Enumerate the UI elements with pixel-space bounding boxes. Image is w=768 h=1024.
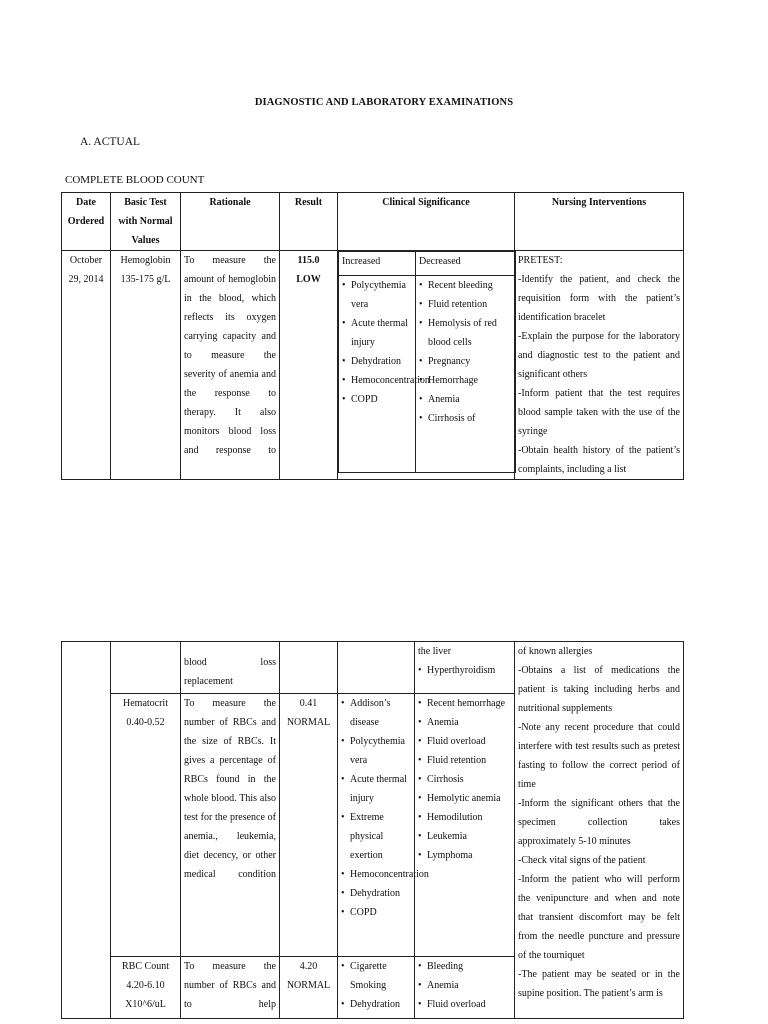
table-row bbox=[62, 251, 684, 480]
date-ordered-cell bbox=[62, 642, 111, 1019]
nursing-line: -Note any recent procedure that could interfere with test results such as pretest fasting to follow the correct period of time bbox=[518, 722, 680, 790]
basic-test-cell bbox=[111, 251, 181, 480]
nursing-line: of known allergies bbox=[518, 646, 593, 657]
list-item: • Bleeding bbox=[418, 957, 511, 976]
list-item: • Hemodilution bbox=[418, 808, 511, 827]
result-value: 4.20 bbox=[299, 961, 318, 972]
list-item: • COPD bbox=[341, 903, 411, 922]
result-value: 0.41 bbox=[299, 698, 318, 709]
list-item: • Recent hemorrhage bbox=[418, 694, 511, 713]
section-heading: A. ACTUAL bbox=[80, 136, 141, 148]
normal-range: 0.40-0.52 bbox=[126, 717, 165, 728]
decreased-cell bbox=[415, 694, 515, 957]
result-flag: NORMAL bbox=[286, 717, 331, 728]
nursing-line: -Explain the purpose for the laboratory and diagnostic test to the patient and significant others bbox=[518, 331, 680, 380]
cbc-table-page2 bbox=[61, 641, 684, 1019]
list-item: • Anemia bbox=[419, 390, 512, 409]
decreased-list bbox=[419, 276, 512, 428]
decreased-continuation: the liver • Hyperthyroidism bbox=[415, 642, 515, 694]
header-basic-test: Basic Test with Normal Values bbox=[111, 193, 181, 251]
list-item: • Cirrhosis of bbox=[419, 409, 512, 428]
decreased-list bbox=[418, 694, 511, 865]
list-item: • Polycythemia vera bbox=[342, 276, 412, 314]
list-item: • Hemolytic anemia bbox=[418, 789, 511, 808]
normal-range: 4.20-6.10 bbox=[126, 980, 165, 991]
table-subheading: COMPLETE BLOOD COUNT bbox=[65, 174, 205, 186]
nursing-line: -Check vital signs of the patient bbox=[518, 855, 646, 866]
decreased-cell bbox=[415, 957, 515, 1019]
nursing-line: -Inform the significant others that the specimen collection takes approximately 5-10 minutes bbox=[518, 798, 680, 847]
result-flag: NORMAL bbox=[286, 980, 331, 991]
list-item: • Anemia bbox=[418, 976, 511, 995]
normal-range: 135-175 g/L bbox=[120, 274, 171, 285]
basic-test-cell bbox=[111, 694, 181, 957]
test-name: Hematocrit bbox=[123, 698, 168, 709]
nursing-line: -Obtain health history of the patient’s complaints, including a list bbox=[518, 445, 680, 475]
list-item: • Acute thermal injury bbox=[342, 314, 412, 352]
increased-list bbox=[341, 957, 411, 1014]
test-name: RBC Count bbox=[122, 961, 169, 972]
list-item: • Extreme physical exertion bbox=[341, 808, 411, 865]
header-nursing-interventions: Nursing Interventions bbox=[515, 193, 684, 251]
increased-list bbox=[342, 276, 430, 409]
decreased-list bbox=[418, 957, 511, 1014]
list-item: • Fluid overload bbox=[418, 732, 511, 751]
nursing-line: -Obtains a list of medications the patient is taking including herbs and nutritional supplements bbox=[518, 665, 680, 714]
clinical-significance-cell bbox=[338, 251, 515, 480]
nursing-line: -Inform the patient who will perform the venipuncture and when and note that transient discomfort may be felt from the needle puncture and pressure of the tourniquet bbox=[518, 874, 680, 961]
nursing-interventions-cell bbox=[515, 642, 684, 1019]
table-row bbox=[62, 642, 684, 694]
list-item: • Hemorrhage bbox=[419, 371, 512, 390]
list-item: • Acute thermal injury bbox=[341, 770, 411, 808]
cbc-table-page1 bbox=[61, 192, 684, 480]
list-item: • Fluid retention bbox=[419, 295, 512, 314]
list-item: • Leukemia bbox=[418, 827, 511, 846]
list-item: • Hemoconcentration bbox=[341, 865, 411, 884]
list-item: • Dehydration bbox=[342, 352, 412, 371]
header-date-ordered: Date Ordered bbox=[62, 193, 111, 251]
rationale-cell: To measure the amount of hemoglobin in the blood, which reflects its oxygen carrying capacity and to measure the severity of anemia and the response to therapy. It also monitors blood loss and response to bbox=[181, 251, 280, 480]
header-rationale: Rationale bbox=[181, 193, 280, 251]
list-item: • Dehydration bbox=[341, 995, 411, 1014]
list-item: • Pregnancy bbox=[419, 352, 512, 371]
list-item: • Polycythemia vera bbox=[341, 732, 411, 770]
decreased-label: Decreased bbox=[416, 252, 516, 276]
list-item: • Hyperthyroidism bbox=[418, 661, 511, 680]
list-item: • Fluid overload bbox=[418, 995, 511, 1014]
list-item: • Lymphoma bbox=[418, 846, 511, 865]
result-cell bbox=[280, 957, 338, 1019]
list-item: • Hemoconcentration bbox=[342, 371, 412, 390]
list-item: • Anemia bbox=[418, 713, 511, 732]
header-clinical-significance: Clinical Significance bbox=[338, 193, 515, 251]
result-cell bbox=[280, 251, 338, 480]
list-item: • Recent bleeding bbox=[419, 276, 512, 295]
list-item: • Fluid retention bbox=[418, 751, 511, 770]
nursing-line: -Inform patient that the test requires blood sample taken with the use of the syringe bbox=[518, 388, 680, 437]
list-item: • Dehydration bbox=[341, 884, 411, 903]
normal-unit: X10^6/uL bbox=[125, 999, 166, 1010]
result-value: 115.0 bbox=[297, 255, 320, 266]
nursing-line: -The patient may be seated or in the supine position. The patient’s arm is bbox=[518, 969, 680, 999]
rationale-continuation: blood loss replacement bbox=[181, 642, 280, 694]
result-flag: LOW bbox=[296, 274, 321, 285]
list-item: • COPD bbox=[342, 390, 412, 409]
rationale-cell: To measure the number of RBCs and to help bbox=[181, 957, 280, 1019]
nursing-line: -Identify the patient, and check the requisition form with the patient’s identification bracelet bbox=[518, 274, 680, 323]
list-item: • Hemolysis of red blood cells bbox=[419, 314, 512, 352]
list-item: • Cirrhosis bbox=[418, 770, 511, 789]
document-title: DIAGNOSTIC AND LABORATORY EXAMINATIONS bbox=[254, 97, 514, 108]
test-name: Hemoglobin bbox=[120, 255, 171, 266]
increased-list bbox=[341, 694, 429, 922]
increased-label: Increased bbox=[339, 252, 416, 276]
list-item: • Addison’s disease bbox=[341, 694, 411, 732]
rationale-cell: To measure the number of RBCs and the size of RBCs. It gives a percentage of RBCs found in the whole blood. This also test for the presence of anemia., leukemia, diet decency, or other medical condition bbox=[181, 694, 280, 957]
basic-test-cell bbox=[111, 957, 181, 1019]
date-ordered-cell: October 29, 2014 bbox=[62, 251, 111, 480]
nursing-interventions-cell bbox=[515, 251, 684, 480]
nursing-line: PRETEST: bbox=[518, 255, 563, 266]
increased-cell bbox=[338, 957, 415, 1019]
result-cell bbox=[280, 694, 338, 957]
header-result: Result bbox=[280, 193, 338, 251]
list-item: • Cigarette Smoking bbox=[341, 957, 411, 995]
increased-cell bbox=[338, 694, 429, 957]
